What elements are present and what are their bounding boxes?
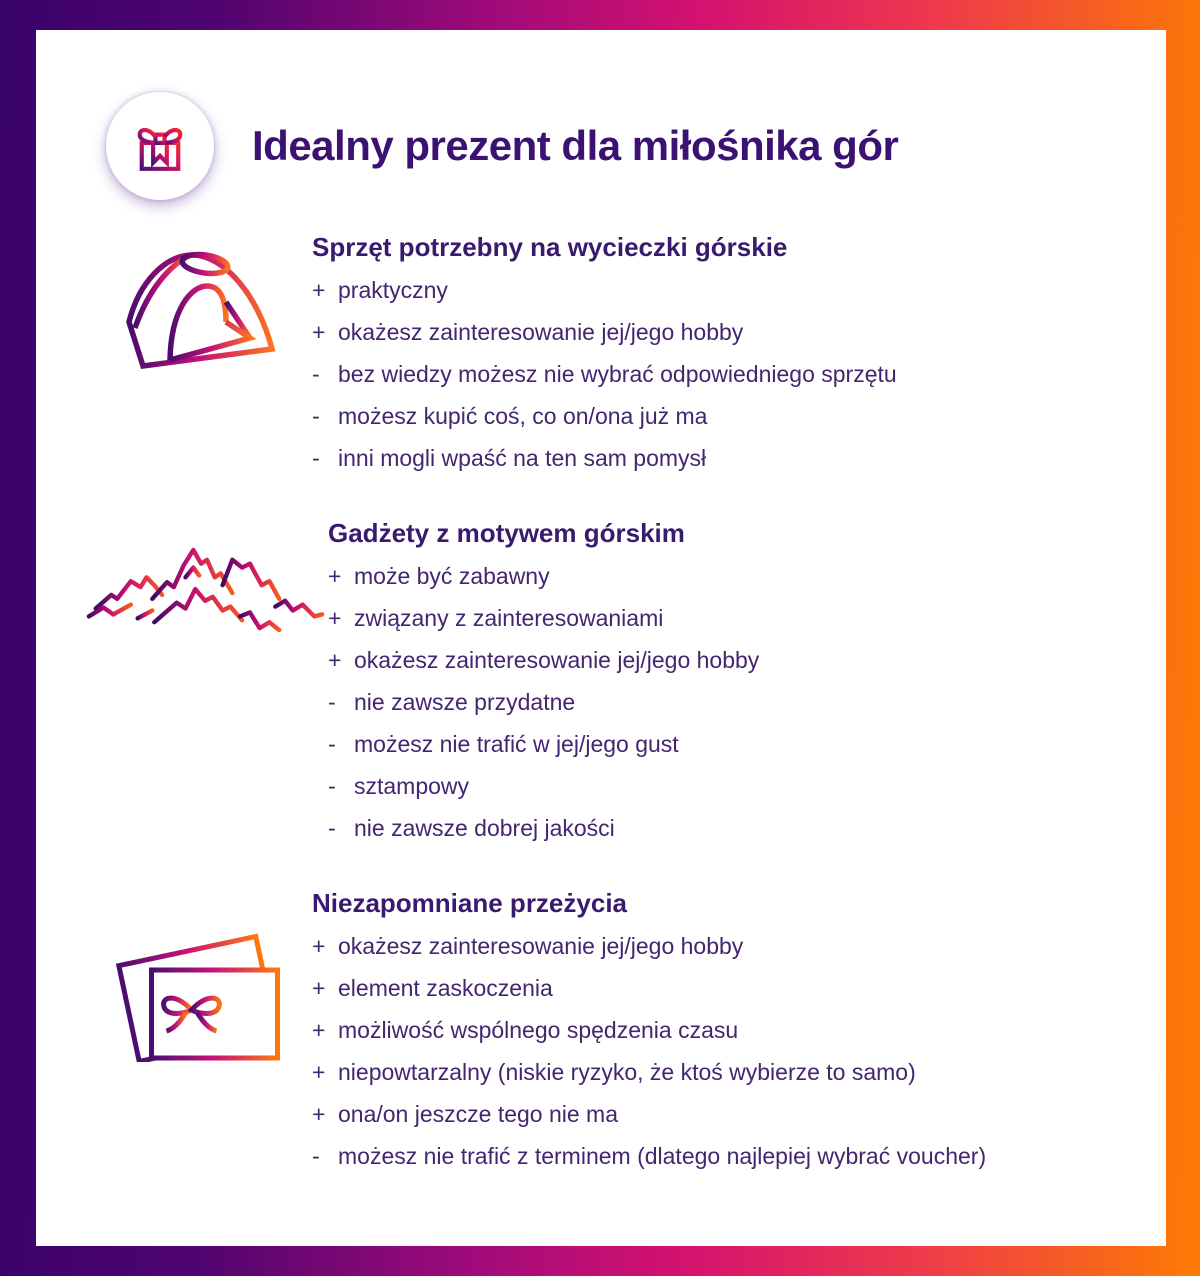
item-sign: + — [312, 277, 326, 303]
item-sign: - — [328, 815, 336, 841]
list-item — [312, 974, 1136, 1002]
item-sign: - — [328, 689, 336, 715]
list-item — [328, 604, 1136, 632]
item-sign: + — [312, 1017, 326, 1043]
list-item — [328, 646, 1136, 674]
item-text: nie zawsze przydatne — [354, 689, 576, 715]
list-item — [328, 814, 1136, 842]
item-text: okażesz zainteresowanie jej/jego hobby — [338, 319, 744, 345]
item-sign: + — [328, 605, 342, 631]
item-text: okażesz zainteresowanie jej/jego hobby — [338, 933, 744, 959]
section-text — [312, 230, 1136, 486]
item-text: możesz nie trafić w jej/jego gust — [354, 731, 679, 757]
item-text: ona/on jeszcze tego nie ma — [338, 1101, 619, 1127]
list-item — [312, 318, 1136, 346]
content-card — [36, 30, 1166, 1246]
list-item — [312, 1142, 1136, 1170]
header — [106, 92, 1136, 200]
section-icon-cell — [84, 230, 312, 486]
item-text: związany z zainteresowaniami — [354, 605, 664, 631]
item-text: możesz nie trafić z terminem (dlatego najlepiej wybrać voucher) — [338, 1143, 987, 1169]
list-item — [312, 276, 1136, 304]
list-item — [312, 1058, 1136, 1086]
section-text — [312, 886, 1136, 1184]
list-item — [328, 772, 1136, 800]
list-item — [328, 688, 1136, 716]
item-sign: - — [312, 445, 320, 471]
item-sign: - — [312, 403, 320, 429]
item-sign: - — [312, 1143, 320, 1169]
section-equipment — [84, 230, 1136, 486]
item-text: bez wiedzy możesz nie wybrać odpowiedniego sprzętu — [338, 361, 897, 387]
item-text: okażesz zainteresowanie jej/jego hobby — [354, 647, 760, 673]
item-sign: - — [328, 731, 336, 757]
item-sign: - — [312, 361, 320, 387]
list-item — [312, 444, 1136, 472]
gift-icon-badge — [106, 92, 214, 200]
item-text: możesz kupić coś, co on/ona już ma — [338, 403, 708, 429]
item-sign: + — [312, 319, 326, 345]
item-text: może być zabawny — [354, 563, 550, 589]
list-item — [312, 1100, 1136, 1128]
item-text: praktyczny — [338, 277, 448, 303]
list-item — [312, 932, 1136, 960]
item-text: inni mogli wpaść na ten sam pomysł — [338, 445, 707, 471]
item-sign: + — [312, 975, 326, 1001]
section-title: Sprzęt potrzebny na wycieczki górskie — [312, 232, 788, 262]
item-text: sztampowy — [354, 773, 470, 799]
gift-vouchers-icon — [111, 902, 286, 1062]
section-title: Gadżety z motywem górskim — [328, 518, 685, 548]
item-text: możliwość wspólnego spędzenia czasu — [338, 1017, 739, 1043]
page-title: Idealny prezent dla miłośnika gór — [252, 122, 899, 169]
list-item — [328, 730, 1136, 758]
item-sign: - — [328, 773, 336, 799]
item-sign: + — [328, 647, 342, 673]
gift-icon — [122, 108, 198, 184]
section-icon-cell — [84, 516, 328, 856]
mountains-icon — [84, 538, 328, 644]
section-title: Niezapomniane przeżycia — [312, 888, 627, 918]
section-experiences — [84, 886, 1136, 1184]
section-icon-cell — [84, 886, 312, 1184]
list-item — [312, 402, 1136, 430]
item-sign: + — [312, 933, 326, 959]
list-item — [312, 1016, 1136, 1044]
tent-icon — [113, 246, 283, 386]
item-sign: + — [328, 563, 342, 589]
item-text: nie zawsze dobrej jakości — [354, 815, 615, 841]
section-text — [328, 516, 1136, 856]
section-gadgets — [84, 516, 1136, 856]
item-text: element zaskoczenia — [338, 975, 553, 1001]
item-text: niepowtarzalny (niskie ryzyko, że ktoś wybierze to samo) — [338, 1059, 916, 1085]
list-item — [312, 360, 1136, 388]
item-sign: + — [312, 1101, 326, 1127]
list-item — [328, 562, 1136, 590]
item-sign: + — [312, 1059, 326, 1085]
